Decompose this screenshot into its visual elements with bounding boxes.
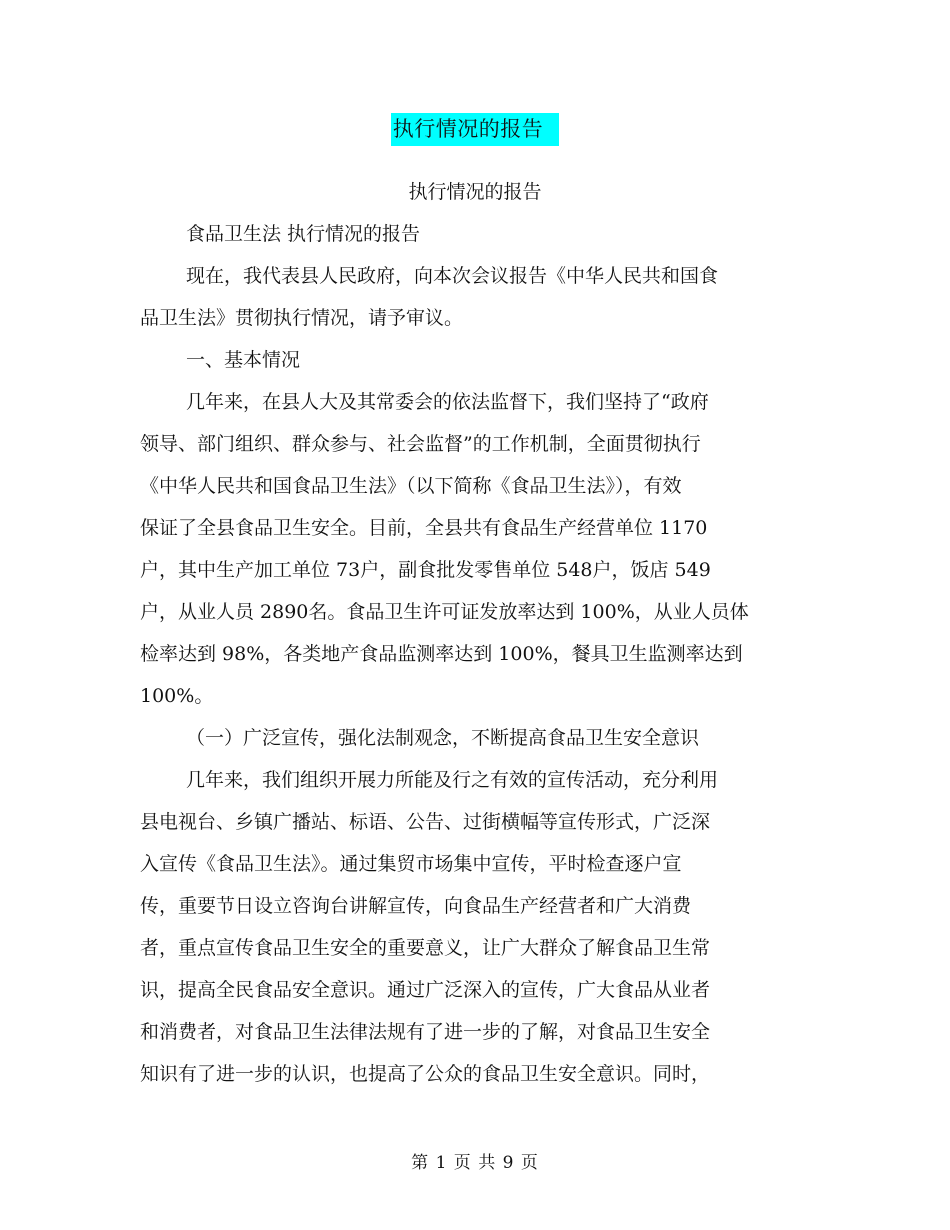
paragraph-line: 现在，我代表县人民政府，向本次会议报告《中华人民共和国食	[186, 265, 719, 287]
paragraph-line: 入宣传《食品卫生法》。通过集贸市场集中宣传，平时检查逐户宣	[140, 853, 682, 875]
paragraph-line: 品卫生法》贯彻执行情况，请予审议。	[140, 307, 464, 329]
paragraph-line: 领导、部门组织、群众参与、社会监督”的工作机制，全面贯彻执行	[140, 433, 701, 455]
section-heading: 一、基本情况	[186, 349, 301, 371]
paragraph-line: 检率达到 98%，各类地产食品监测率达到 100%，餐具卫生监测率达到	[140, 643, 743, 665]
page-title: 执行情况的报告	[391, 113, 560, 146]
paragraph-line: 知识有了进一步的认识，也提高了公众的食品卫生安全意识。同时，	[140, 1063, 711, 1085]
paragraph-line: 保证了全县食品卫生安全。目前，全县共有食品生产经营单位 1170	[140, 517, 708, 539]
paragraph-line: 食品卫生法 执行情况的报告	[186, 223, 421, 245]
paragraph-line: 100%。	[140, 685, 214, 707]
title-container	[0, 113, 950, 146]
paragraph-line: 《中华人民共和国食品卫生法》（以下简称《食品卫生法》），有效	[140, 475, 682, 497]
document-body	[140, 219, 810, 1101]
page-number-footer: 第 1 页 共 9 页	[411, 1153, 539, 1173]
paragraph-line: 县电视台、乡镇广播站、标语、公告、过街横幅等宣传形式，广泛深	[140, 811, 711, 833]
paragraph-line: 传，重要节日设立咨询台讲解宣传，向食品生产经营者和广大消费	[140, 895, 692, 917]
paragraph-line: 识，提高全民食品安全意识。通过广泛深入的宣传，广大食品从业者	[140, 979, 711, 1001]
subtitle: 执行情况的报告	[408, 181, 542, 203]
paragraph-line: 和消费者，对食品卫生法律法规有了进一步的了解，对食品卫生安全	[140, 1021, 711, 1043]
paragraph-line: 几年来，我们组织开展力所能及行之有效的宣传活动，充分利用	[186, 769, 719, 791]
subsection-heading: （一）广泛宣传，强化法制观念，不断提高食品卫生安全意识	[186, 727, 700, 749]
paragraph-line: 户，从业人员 2890名。食品卫生许可证发放率达到 100%，从业人员体	[140, 601, 749, 623]
paragraph-line: 户，其中生产加工单位 73户，副食批发零售单位 548户，饭店 549	[140, 559, 711, 581]
paragraph-line: 几年来，在县人大及其常委会的依法监督下，我们坚持了“政府	[186, 391, 709, 413]
paragraph-line: 者，重点宣传食品卫生安全的重要意义，让广大群众了解食品卫生常	[140, 937, 711, 959]
